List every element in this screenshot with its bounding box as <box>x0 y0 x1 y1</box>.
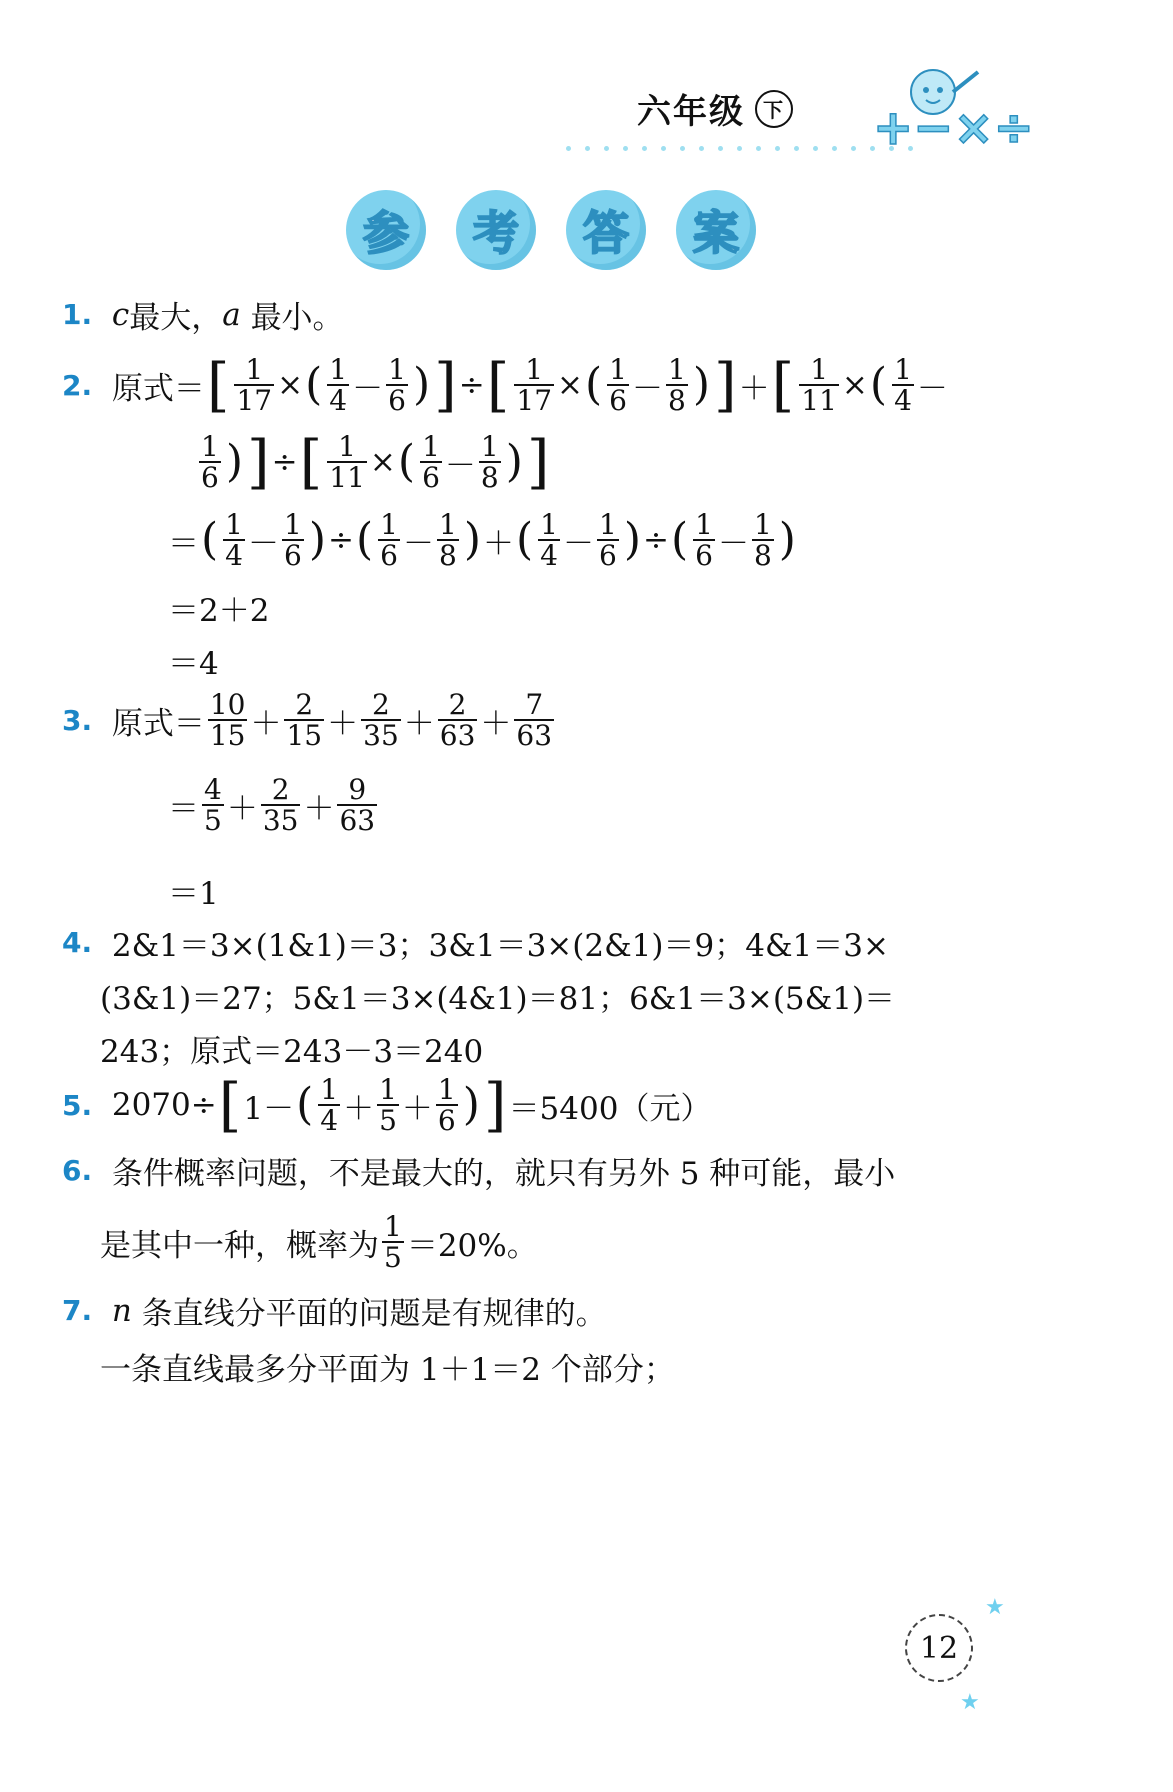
answer-7-line-2: 一条直线最多分平面为 1＋1＝2 个部分； <box>100 1352 675 1388</box>
title-char: 答 <box>566 190 646 270</box>
answer-6-line-2: 是其中一种，概率为 $\frac{1}{5}$ ＝20%。 <box>100 1210 538 1275</box>
svg-text:+−×÷: +−×÷ <box>873 100 1034 152</box>
page-title <box>346 190 756 270</box>
answer-4-line-2: (3&1)＝27；5&1＝3×(4&1)＝81；6&1＝3×(5&1)＝ <box>100 981 896 1017</box>
answer-7-line-1: 7. n 条直线分平面的问题是有规律的。 <box>62 1292 607 1332</box>
answer-1: 1. c 最大， a 最小。 <box>62 296 344 336</box>
answer-2-line-5: ＝4 <box>168 646 219 682</box>
volume-badge: 下 <box>755 90 793 128</box>
answer-3-line-3: ＝1 <box>168 876 219 912</box>
answer-2-line-1: 2. 原式＝ [ $\frac{1}{17}$ × ( $\frac{1}{4}$ － $\frac{1}{6}$ ) ] ÷ [ $\frac{1}{17}$ × ( $\frac{1}{6}$ － $\frac{1}{8}$ ) ] ＋ [ $\frac{1}{11}$ × ( $\frac{1}{4}$ － <box>62 351 948 420</box>
answer-5: 5. 2070÷ [ 1－ ( $\frac{1}{4}$ ＋ $\frac{1}{5}$ ＋ $\frac{1}{6}$ ) ] ＝5400（元） <box>62 1071 712 1140</box>
answer-4-line-3: 243；原式＝243－3＝240 <box>100 1034 484 1070</box>
page-number: 12 <box>905 1614 973 1682</box>
header-dots <box>566 146 913 151</box>
answer-3-line-2: ＝ $\frac{4}{5}$ ＋ $\frac{2}{35}$ ＋ $\frac{9}{63}$ <box>168 773 376 838</box>
star-icon: ★ <box>985 1595 1005 1620</box>
answer-2-line-4: ＝2＋2 <box>168 593 270 629</box>
title-char: 考 <box>456 190 536 270</box>
mascot-icon <box>868 62 1053 152</box>
answer-2-line-2: $\frac{1}{6}$ ) ] ÷ [ $\frac{1}{11}$ × ( $\frac{1}{6}$ － $\frac{1}{8}$ ) ] <box>201 428 550 497</box>
grade-label: 六年级 <box>637 92 745 132</box>
answer-3-line-1: 3. 原式＝ $\frac{10}{15}$ ＋ $\frac{2}{15}$ ＋ $\frac{2}{35}$ ＋ $\frac{2}{63}$ ＋ $\frac{7}{63}$ <box>62 688 553 753</box>
title-char: 参 <box>346 190 426 270</box>
grade-header <box>637 84 793 133</box>
title-char: 案 <box>676 190 756 270</box>
star-icon: ★ <box>960 1690 980 1715</box>
answer-2-line-3: ＝ ( $\frac{1}{4}$ － $\frac{1}{6}$ ) ÷ ( $\frac{1}{6}$ － $\frac{1}{8}$ ) ＋ ( $\frac{1}{4}$ － $\frac{1}{6}$ ) ÷ ( $\frac{1}{6}$ － $\frac{1}{8}$ ) <box>168 508 796 573</box>
answer-6-line-1: 6. 条件概率问题，不是最大的，就只有另外 5 种可能，最小 <box>62 1154 896 1192</box>
answer-4-line-1: 4. 2&1＝3×(1&1)＝3；3&1＝3×(2&1)＝9；4&1＝3× <box>62 926 889 964</box>
